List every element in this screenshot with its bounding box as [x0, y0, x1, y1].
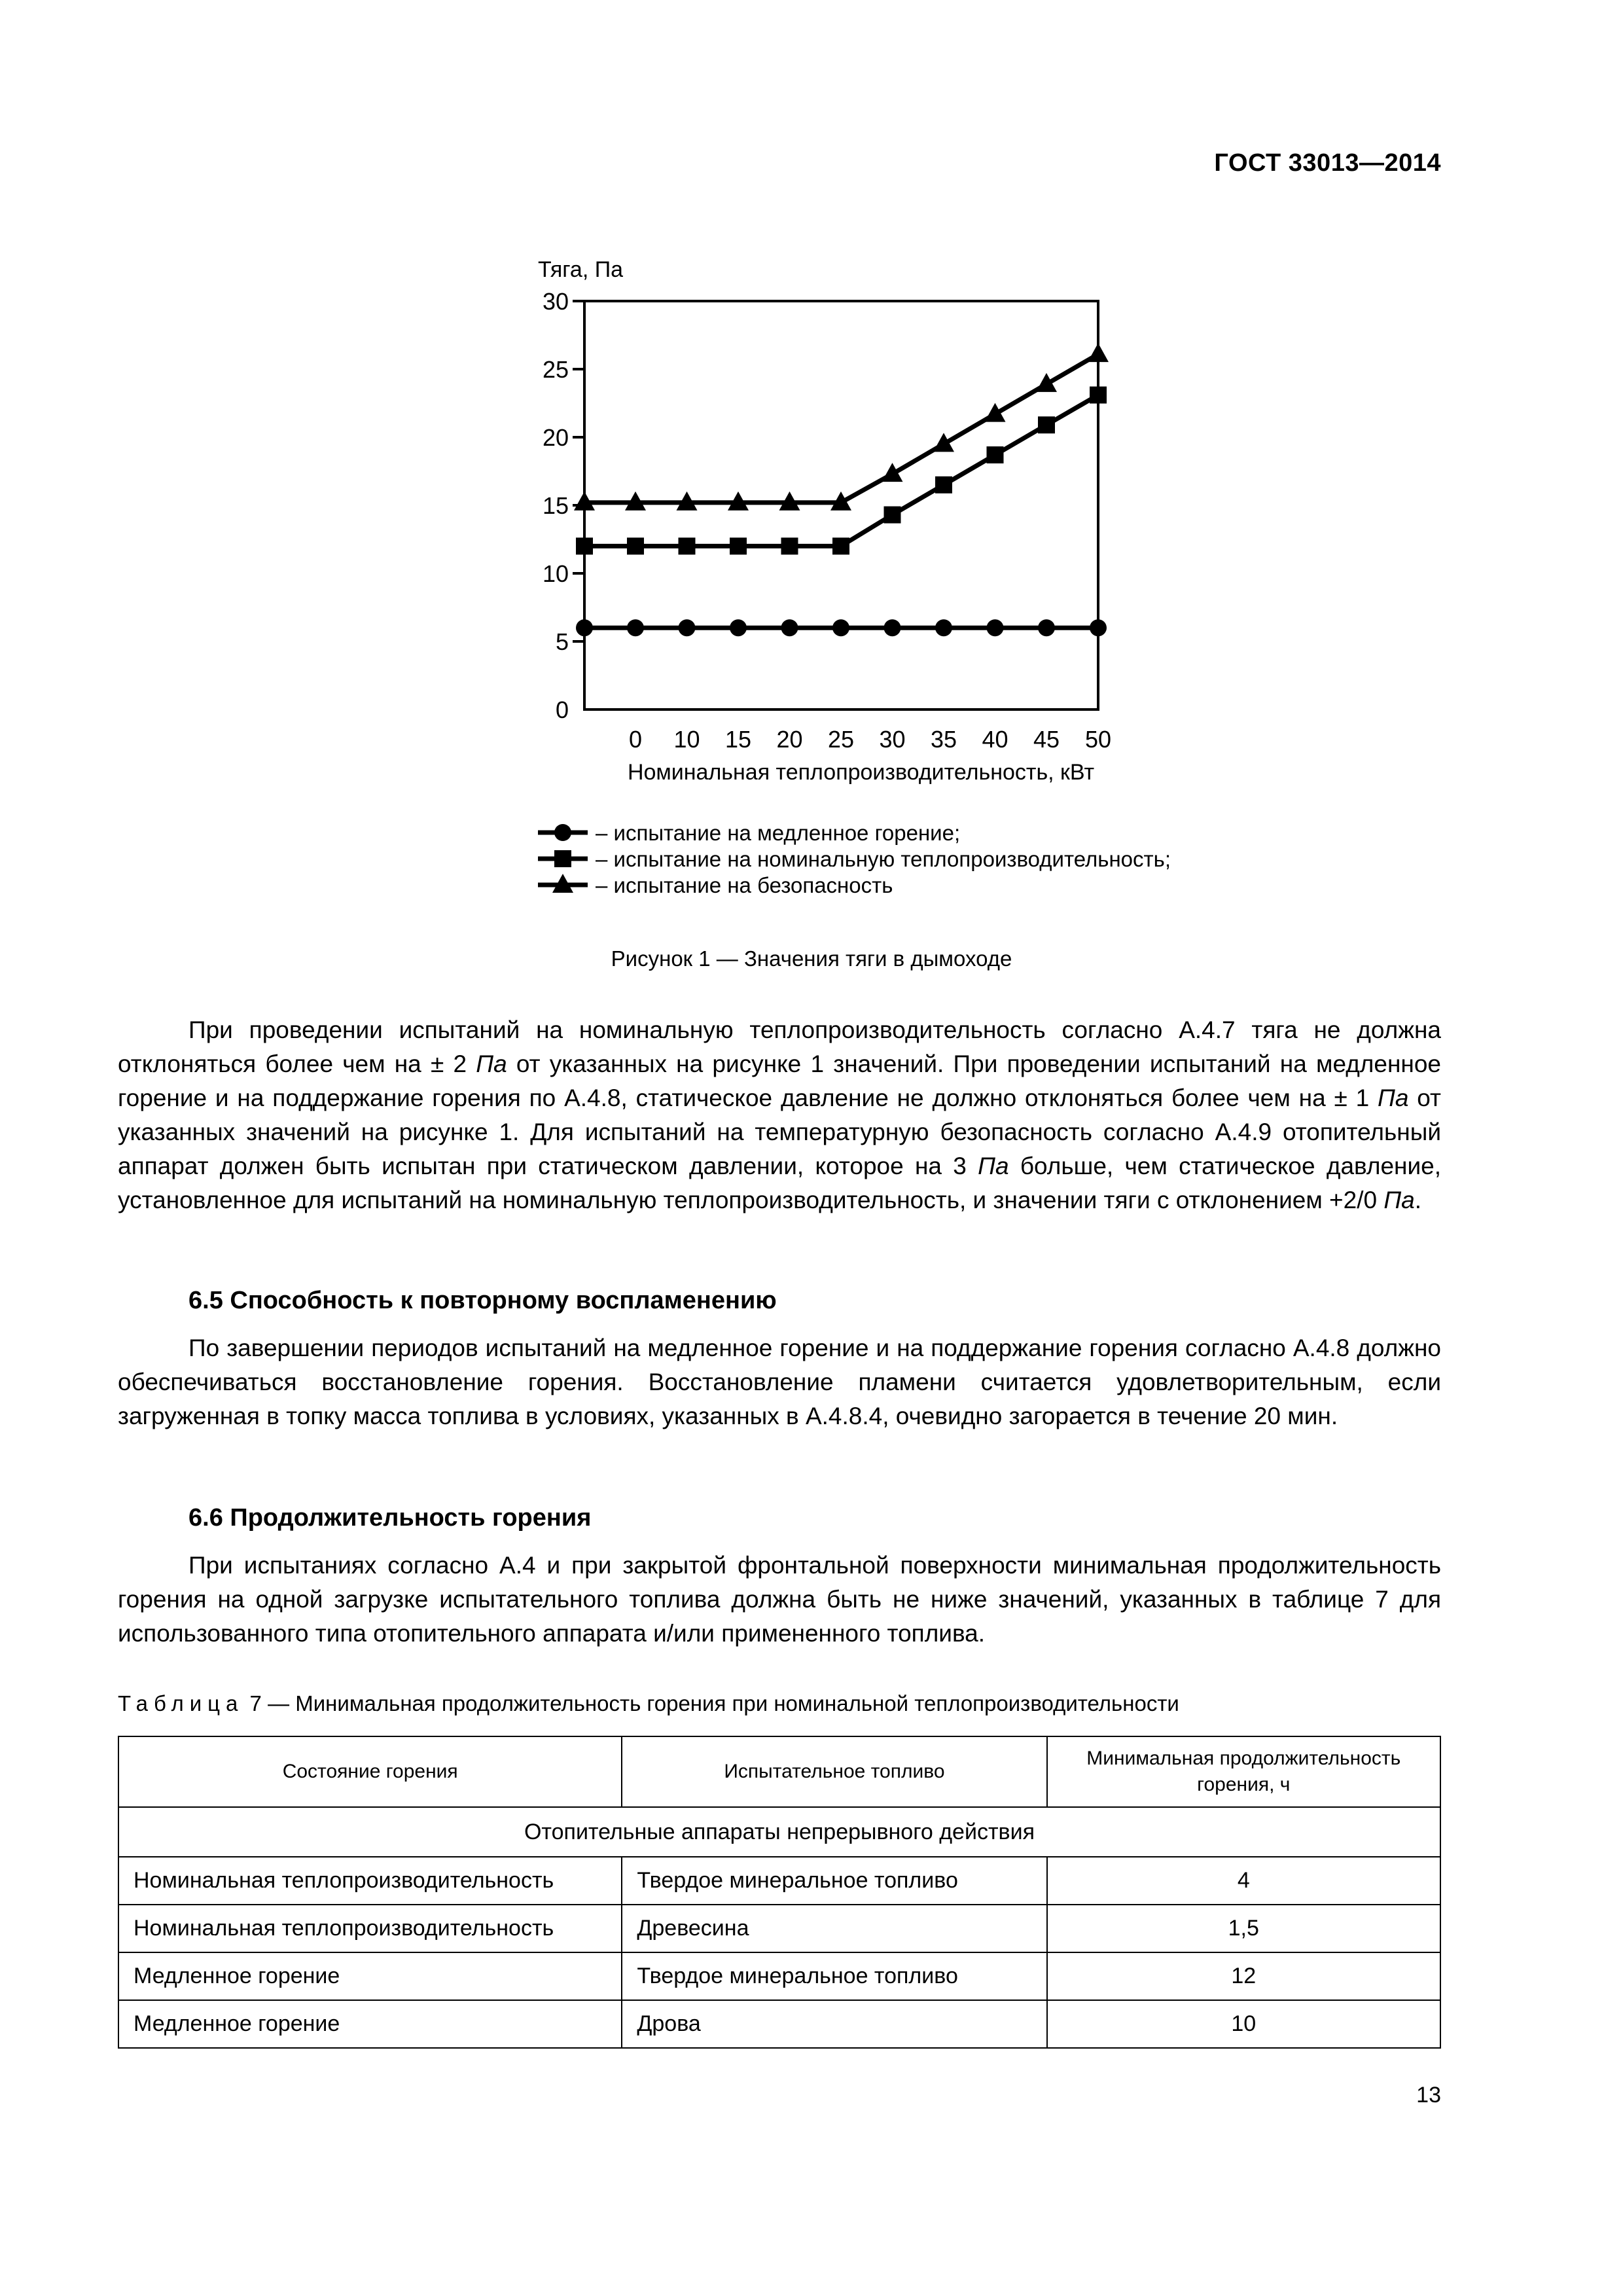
- data-point-circle: [781, 619, 798, 636]
- y-tick-label: 20: [542, 424, 569, 451]
- x-tick-label: 15: [724, 726, 752, 753]
- x-tick-label: 20: [776, 726, 803, 753]
- x-tick-label: 40: [982, 726, 1008, 753]
- chart-legend: [538, 821, 1171, 897]
- paragraph-burn-duration: При испытаниях согласно А.4 и при закрытой фронтальной поверхности минимальная продолжительность горения на одной загрузке испытательного топлива должна быть не ниже значений, указанных в таблице 7 для использованного типа отопительного аппарата и/или примененного топлива.: [118, 1552, 1441, 1647]
- data-point-square: [627, 537, 644, 554]
- data-point-square: [987, 446, 1004, 463]
- table-row: [118, 1952, 1440, 2000]
- burn-duration-table: [118, 1736, 1441, 2049]
- y-tick-label: 15: [542, 492, 569, 519]
- section-title-6-6: 6.6 Продолжительность горения: [188, 1504, 592, 1532]
- table-cell: 4: [1047, 1857, 1440, 1905]
- data-point-square: [730, 537, 747, 554]
- table-header-cell: Состояние горения: [118, 1736, 622, 1807]
- table-cell: Древесина: [622, 1905, 1046, 1952]
- data-point-square: [1090, 387, 1107, 404]
- chart-axes: [538, 257, 1111, 785]
- y-tick-label: 10: [542, 560, 569, 587]
- table-group-title: Отопительные аппараты непрерывного действия: [118, 1807, 1440, 1857]
- y-tick-label: 30: [542, 288, 569, 315]
- figure-caption: Рисунок 1 — Значения тяги в дымоходе: [611, 946, 1012, 971]
- table-header-cell: Испытательное топливо: [622, 1736, 1046, 1807]
- data-point-square: [935, 476, 952, 493]
- data-point-square: [554, 850, 571, 867]
- table-caption: Таблица 7 — Минимальная продолжительность горения при номинальной теплопроизводительности: [118, 1691, 1179, 1715]
- paragraph-draft-tolerance: При проведении испытаний на номинальную теплопроизводительность согласно А.4.7 тяга не должна отклоняться более чем на ± 2 Па от указанных на рисунке 1 значений. При проведении испытаний на медленное горение и на поддержание горения по А.4.8, статическое давление не должно отклоняться более чем на ± 1 Па от указанных значений на рисунке 1. Для испытаний на температурную безопасность согласно А.4.9 отопительный аппарат должен быть испытан при статическом давлении, которое на 3 Па больше, чем статическое давление, установленное для испытаний на номинальную теплопроизводительность, и значении тяги с отклонением +2/0 Па.: [118, 1016, 1441, 1213]
- table-cell: Номинальная теплопроизводительность: [118, 1905, 622, 1952]
- table-cell: Медленное горение: [118, 2000, 622, 2048]
- chart-series: [574, 343, 1109, 636]
- data-point-circle: [627, 619, 644, 636]
- series-square: [576, 387, 1107, 555]
- y-tick-label: 25: [542, 356, 569, 383]
- x-tick-label: 35: [930, 726, 957, 753]
- data-point-circle: [884, 619, 901, 636]
- table-cell: Номинальная теплопроизводительность: [118, 1857, 622, 1905]
- page-number: 13: [1416, 2083, 1441, 2108]
- data-point-square: [781, 537, 798, 554]
- data-point-square: [884, 507, 901, 524]
- table-cell: Дрова: [622, 2000, 1046, 2048]
- x-tick-label: 25: [827, 726, 855, 753]
- table-cell: Медленное горение: [118, 1952, 622, 2000]
- document-code: ГОСТ 33013—2014: [1214, 149, 1441, 177]
- legend-label: – испытание на номинальную теплопроизводительность;: [596, 847, 1171, 871]
- series-circle: [576, 619, 1107, 636]
- x-tick-label: 30: [879, 726, 906, 753]
- y-tick-label: 0: [555, 696, 569, 723]
- section-title-6-5: 6.5 Способность к повторному воспламенению: [188, 1287, 777, 1314]
- legend-label: – испытание на безопасность: [596, 873, 893, 897]
- series-line: [584, 354, 1098, 503]
- data-point-circle: [554, 824, 571, 841]
- data-point-square: [1038, 416, 1055, 433]
- table-row: [118, 2000, 1440, 2048]
- draft-chart: [0, 0, 1623, 929]
- table-group-row: [118, 1807, 1440, 1857]
- y-axis-label: Тяга, Па: [538, 257, 624, 282]
- data-point-square: [576, 537, 593, 554]
- x-tick-label: 0: [628, 726, 643, 753]
- table-cell: Твердое минеральное топливо: [622, 1857, 1046, 1905]
- data-point-circle: [679, 619, 696, 636]
- table-cell: 10: [1047, 2000, 1440, 2048]
- table-cell: Твердое минеральное топливо: [622, 1952, 1046, 2000]
- data-point-triangle: [1088, 343, 1109, 362]
- table-cell: 12: [1047, 1952, 1440, 2000]
- table-row: [118, 1905, 1440, 1952]
- data-point-square: [832, 537, 849, 554]
- data-point-circle: [1038, 619, 1055, 636]
- data-point-circle: [987, 619, 1004, 636]
- table-header-cell: Минимальная продолжительность горения, ч: [1047, 1736, 1440, 1807]
- x-tick-label: 10: [673, 726, 700, 753]
- data-point-circle: [1090, 619, 1107, 636]
- table-cell: 1,5: [1047, 1905, 1440, 1952]
- series-line: [584, 395, 1098, 547]
- table-row: [118, 1857, 1440, 1905]
- x-tick-label: 45: [1033, 726, 1060, 753]
- series-triangle: [574, 343, 1109, 511]
- table-header-row: [118, 1736, 1440, 1807]
- x-tick-label: 50: [1084, 726, 1112, 753]
- data-point-circle: [832, 619, 849, 636]
- y-tick-label: 5: [555, 628, 569, 655]
- data-point-circle: [576, 619, 593, 636]
- legend-label: – испытание на медленное горение;: [596, 821, 961, 845]
- x-axis-label: Номинальная теплопроизводительность, кВт: [627, 760, 1095, 785]
- paragraph-reignition: По завершении периодов испытаний на медленное горение и на поддержание горения согласно А.4.8 должно обеспечиваться восстановление горения. Восстановление пламени считается удовлетворительным, если загруженная в топку масса топлива в условиях, указанных в А.4.8.4, очевидно загорается в течение 20 мин.: [118, 1335, 1441, 1429]
- data-point-square: [679, 537, 696, 554]
- data-point-circle: [935, 619, 952, 636]
- data-point-circle: [730, 619, 747, 636]
